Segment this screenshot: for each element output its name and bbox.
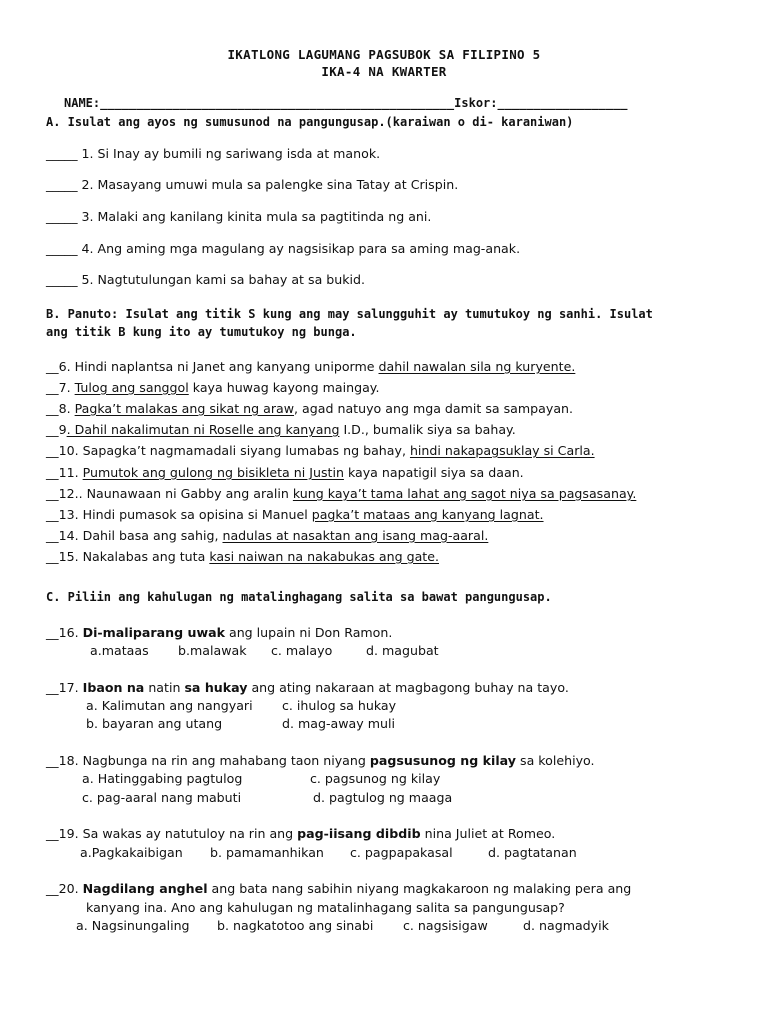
question-17: __17. Ibaon na natin sa hukay ang ating nakaraan at magbagong buhay na tayo. xyxy=(46,680,569,695)
section-a-item: _____ 4. Ang aming mga magulang ay nagsisikap para sa aming mag-anak. xyxy=(46,241,521,256)
section-b-item: __14. Dahil basa ang sahig, nadulas at nasaktan ang isang mag-aaral. xyxy=(46,528,489,543)
section-b-item: __12.. Naunawaan ni Gabby ang aralin kung kaya’t tama lahat ang sagot niya sa pagsasanay. xyxy=(46,486,637,501)
option: c. nagsisigaw xyxy=(403,918,488,933)
question-20-options xyxy=(76,918,609,934)
question-18-options-row-1 xyxy=(82,771,440,787)
option: a. Nagsinungaling xyxy=(76,918,190,933)
figurative-phrase: Ibaon na xyxy=(82,680,145,695)
section-b-item: __10. Sapagka’t nagmamadali siyang lumabas ng bahay, hindi nakapagsuklay si Carla. xyxy=(46,443,595,458)
worksheet-subtitle: IKA-4 NA KWARTER xyxy=(321,64,447,79)
option: c. ihulog sa hukay xyxy=(282,698,397,713)
figurative-phrase: sa hukay xyxy=(184,680,248,695)
underlined-phrase: kung kaya’t tama lahat ang sagot niya sa pagsasanay. xyxy=(292,486,637,501)
underlined-phrase: nadulas at nasaktan ang isang mag-aaral. xyxy=(222,528,489,543)
underlined-phrase: Pagka’t malakas ang sikat ng araw xyxy=(74,401,295,416)
underlined-phrase: dahil nawalan sila ng kuryente. xyxy=(378,359,576,374)
option: d. nagmadyik xyxy=(523,918,609,933)
figurative-phrase: Nagdilang anghel xyxy=(82,881,208,896)
question-19-options xyxy=(80,845,577,861)
section-c-instruction: C. Piliin ang kahulugan ng matalinghagang salita sa bawat pangungusap. xyxy=(46,590,552,604)
underlined-phrase: Pumutok ang gulong ng bisikleta ni Justin xyxy=(82,465,344,480)
name-score-line xyxy=(64,96,628,110)
section-b-item: __11. Pumutok ang gulong ng bisikleta ni Justin kaya napatigil siya sa daan. xyxy=(46,465,524,480)
question-18-options-row-2 xyxy=(82,790,452,806)
option: b. nagkatotoo ang sinabi xyxy=(217,918,374,933)
name-field-label: NAME:_________________________________________________ xyxy=(64,96,455,110)
option: c. pagsunog ng kilay xyxy=(310,771,441,786)
underlined-phrase: kasi naiwan na nakabukas ang gate. xyxy=(209,549,439,564)
section-a-item: _____ 5. Nagtutulungan kami sa bahay at sa bukid. xyxy=(46,272,366,287)
underlined-phrase: hindi nakapagsuklay si Carla. xyxy=(409,443,595,458)
option: d. pagtatanan xyxy=(488,845,577,860)
section-a-instruction: A. Isulat ang ayos ng sumusunod na pangungusap.(karaiwan o di- karaniwan) xyxy=(46,115,574,129)
option: d. mag-away muli xyxy=(282,716,395,731)
section-b-instruction-line-1: B. Panuto: Isulat ang titik S kung ang may salungguhit ay tumutukoy ng sanhi. Isulat xyxy=(46,307,653,321)
option: a.Pagkakaibigan xyxy=(80,845,183,860)
option: a. Hatinggabing pagtulog xyxy=(82,771,243,786)
section-b-instruction-line-2: ang titik B kung ito ay tumutukoy ng bunga. xyxy=(46,325,357,339)
option: c. pag-aaral nang mabuti xyxy=(82,790,242,805)
underlined-phrase: pagka’t mataas ang kanyang lagnat. xyxy=(311,507,544,522)
option: c. malayo xyxy=(271,643,333,658)
question-16: __16. Di-maliparang uwak ang lupain ni Don Ramon. xyxy=(46,625,393,640)
question-20: __20. Nagdilang anghel ang bata nang sabihin niyang magkakaroon ng malaking pera ang xyxy=(46,881,632,896)
section-b-item: __8. Pagka’t malakas ang sikat ng araw, agad natuyo ang mga damit sa sampayan. xyxy=(46,401,574,416)
question-16-options xyxy=(90,643,439,659)
option: a. Kalimutan ang nangyari xyxy=(86,698,253,713)
section-a-item: _____ 3. Malaki ang kanilang kinita mula sa pagtitinda ng ani. xyxy=(46,209,432,224)
question-18: __18. Nagbunga na rin ang mahabang taon niyang pagsusunog ng kilay sa kolehiyo. xyxy=(46,753,595,768)
section-b-item: __13. Hindi pumasok sa opisina si Manuel pagka’t mataas ang kanyang lagnat. xyxy=(46,507,544,522)
option: b. bayaran ang utang xyxy=(86,716,223,731)
figurative-phrase: pagsusunog ng kilay xyxy=(369,753,517,768)
section-b-instruction xyxy=(46,305,726,341)
option: b.malawak xyxy=(178,643,247,658)
option: a.mataas xyxy=(90,643,149,658)
option: d. magubat xyxy=(366,643,439,658)
section-b-item: __15. Nakalabas ang tuta kasi naiwan na nakabukas ang gate. xyxy=(46,549,439,564)
figurative-phrase: pag-iisang dibdib xyxy=(297,826,421,841)
section-a-item: _____ 2. Masayang umuwi mula sa palengke sina Tatay at Crispin. xyxy=(46,177,459,192)
worksheet-title: IKATLONG LAGUMANG PAGSUBOK SA FILIPINO 5 xyxy=(227,47,541,62)
section-b-item: __9. Dahil nakalimutan ni Roselle ang kanyang I.D., bumalik siya sa bahay. xyxy=(46,422,516,437)
underlined-phrase: . Dahil nakalimutan ni Roselle ang kanyang xyxy=(66,422,340,437)
option: c. pagpapakasal xyxy=(350,845,453,860)
option: b. pamamanhikan xyxy=(210,845,324,860)
question-20-continuation: kanyang ina. Ano ang kahulugan ng matalinhagang salita sa pangungusap? xyxy=(86,900,565,915)
underlined-phrase: Tulog ang sanggol xyxy=(74,380,189,395)
section-b-item: __7. Tulog ang sanggol kaya huwag kayong maingay. xyxy=(46,380,380,395)
section-a-item: _____ 1. Si Inay ay bumili ng sariwang isda at manok. xyxy=(46,146,381,161)
question-17-options-row-1 xyxy=(86,698,396,714)
question-19: __19. Sa wakas ay natutuloy na rin ang pag-iisang dibdib nina Juliet at Romeo. xyxy=(46,826,556,841)
question-17-options-row-2 xyxy=(86,716,395,732)
figurative-phrase: Di-maliparang uwak xyxy=(82,625,225,640)
section-b-item: __6. Hindi naplantsa ni Janet ang kanyang uniporme dahil nawalan sila ng kuryente. xyxy=(46,359,576,374)
option: d. pagtulog ng maaga xyxy=(313,790,453,805)
score-field-label: Iskor:__________________ xyxy=(454,96,628,110)
